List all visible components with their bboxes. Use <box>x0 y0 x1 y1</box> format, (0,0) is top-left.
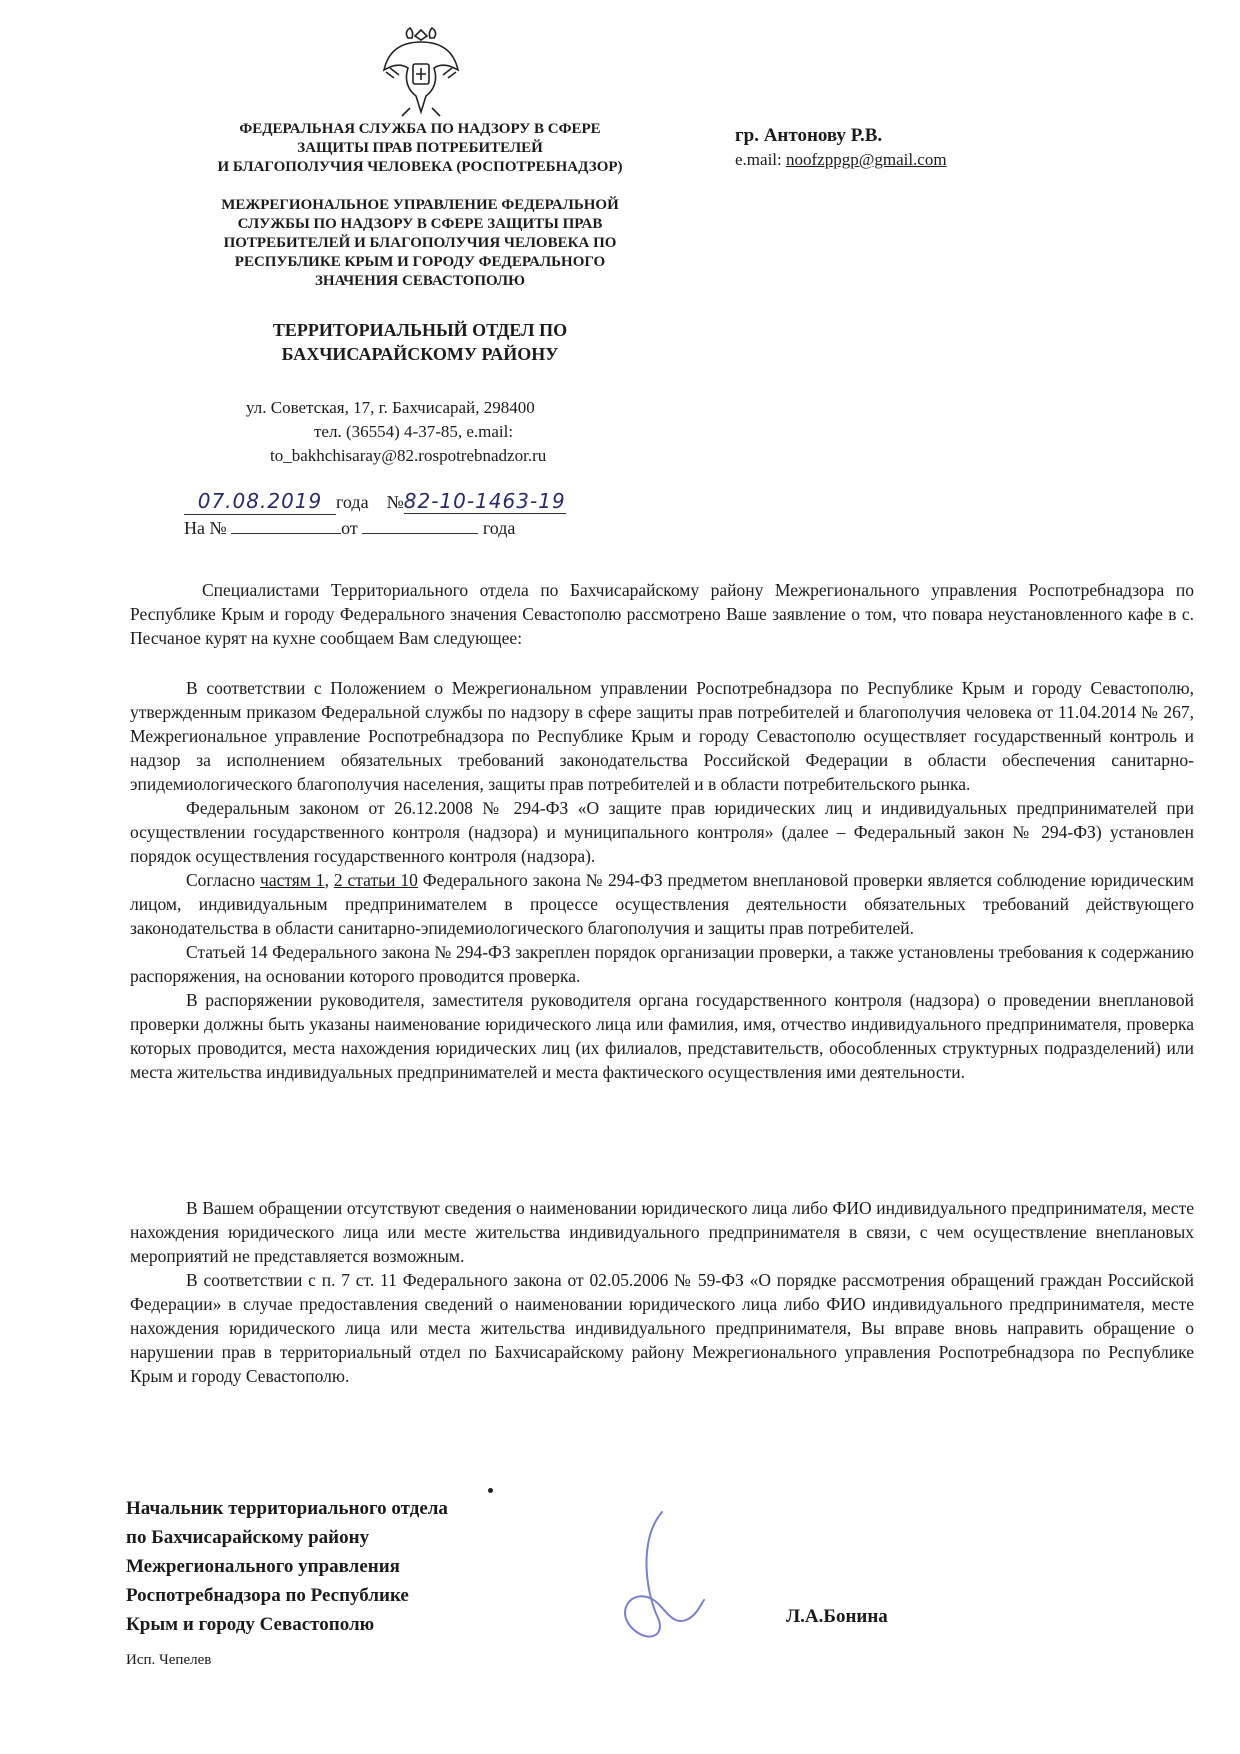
coat-of-arms-icon <box>380 24 462 120</box>
email-label: e.mail: <box>735 150 786 169</box>
agency-name-line: ФЕДЕРАЛЬНАЯ СЛУЖБА ПО НАДЗОРУ В СФЕРЕ <box>239 121 601 137</box>
agency-name <box>180 120 660 177</box>
body-paragraph-2: Федеральным законом от 26.12.2008 № 294-ФЗ «О защите прав юридических лиц и индивидуальных предпринимателей при осуществлении государственного контроля (надзора) и муниципального контроля» (далее – Федеральный закон № 294-ФЗ) установлен порядок осуществления государственного контроля (надзора). <box>130 798 1194 866</box>
recipient-email-line <box>735 148 947 172</box>
department-name-line: БАХЧИСАРАЙСКОМУ РАЙОНУ <box>281 344 559 364</box>
reference-date-blank <box>362 515 478 534</box>
signer-name: Л.А.Бонина <box>786 1606 888 1627</box>
handwritten-signature <box>600 1508 710 1648</box>
reference-label: На № <box>184 518 227 538</box>
recipient-block <box>735 124 947 172</box>
body-paragraph-6: В Вашем обращении отсутствуют сведения о наименовании юридического лица либо ФИО индивидуального предпринимателя, месте нахождения юридического лица или месте жительства индивидуального предпринимателя в связи, с чем осуществление внеплановых мероприятий не представляется возможным. <box>130 1198 1194 1266</box>
law-reference-link[interactable]: частям 1 <box>260 870 325 890</box>
regional-office-name <box>180 196 660 291</box>
executor-name: Исп. Чепелев <box>126 1652 212 1668</box>
body-paragraph-4: Статьей 14 Федерального закона № 294-ФЗ закреплен порядок организации проверки, а также установлены требования к содержанию распоряжения, на основании которого проводится проверка. <box>130 942 1194 986</box>
number-prefix: № <box>386 492 404 512</box>
regional-office-line: РЕСПУБЛИКЕ КРЫМ И ГОРОДУ ФЕДЕРАЛЬНОГО <box>234 254 606 270</box>
letter-body-conclusion <box>130 1196 1194 1388</box>
registration-block <box>184 488 744 541</box>
agency-name-line: ЗАЩИТЫ ПРАВ ПОТРЕБИТЕЛЕЙ <box>297 140 543 156</box>
letter-date: 07.08.2019 <box>184 488 336 515</box>
position-line: Начальник территориального отдела <box>126 1498 448 1519</box>
reference-line <box>184 515 744 541</box>
letter-number: 82-10-1463-19 <box>403 489 566 513</box>
department-name-line: ТЕРРИТОРИАЛЬНЫЙ ОТДЕЛ ПО <box>272 320 568 340</box>
regional-office-line: СЛУЖБЫ ПО НАДЗОРУ В СФЕРЕ ЗАЩИТЫ ПРАВ <box>237 216 603 232</box>
reference-from-label: от <box>341 518 358 538</box>
recipient-name: гр. Антонову Р.В. <box>735 125 883 146</box>
address-line: тел. (36554) 4-37-85, e.mail: <box>314 422 514 441</box>
letter-body-intro <box>130 578 1194 650</box>
year-word: года <box>336 492 369 512</box>
paragraph-text: Согласно <box>186 870 261 890</box>
body-paragraph-5: В распоряжении руководителя, заместителя руководителя органа государственного контроля (надзора) о проведении внеплановой проверки должны быть указаны наименование юридического лица или фамилия, имя, отчество индивидуального предпринимателя, проверка которых проводится, места нахождения юридических лиц (их филиалов, представительств, обособленных структурных подразделений) или места жительства индивидуальных предпринимателей и места фактического осуществления ими деятельности. <box>130 990 1194 1082</box>
law-reference-link[interactable]: 2 статьи 10 <box>333 870 418 890</box>
regional-office-line: ПОТРЕБИТЕЛЕЙ И БЛАГОПОЛУЧИЯ ЧЕЛОВЕКА ПО <box>223 235 617 251</box>
paragraph-text: , <box>324 870 334 890</box>
body-paragraph-7: В соответствии с п. 7 ст. 11 Федерального закона от 02.05.2006 № 59-ФЗ «О порядке рассмотрения обращений граждан Российской Федерации» в случае предоставления сведений о наименовании юридического лица либо ФИО индивидуального предпринимателя, месте нахождения юридического лица или места жительства индивидуального предпринимателя, Вы вправе вновь направить обращение о нарушении прав в территориальный отдел по Бахчисарайскому району Межрегионального управления Роспотребнадзора по Республике Крым и городу Севастополю. <box>130 1270 1194 1386</box>
address-line: to_bakhchisaray@82.rospotrebnadzor.ru <box>270 446 547 465</box>
agency-name-line: И БЛАГОПОЛУЧИЯ ЧЕЛОВЕКА (РОСПОТРЕБНАДЗОР) <box>217 159 623 175</box>
position-line: по Бахчисарайскому району <box>126 1527 370 1548</box>
paragraph-text: Федерального закона № 294-ФЗ предметом внеплановой проверки является соблюдение юридическим лицом, индивидуальным предпринимателем в процессе осуществления деятельности обязательных требований действующего законодательства в области санитарно-эпидемиологического благополучия и защиты прав потребителей. <box>130 870 1194 938</box>
regional-office-line: МЕЖРЕГИОНАЛЬНОЕ УПРАВЛЕНИЕ ФЕДЕРАЛЬНОЙ <box>221 197 619 213</box>
address-line: ул. Советская, 17, г. Бахчисарай, 298400 <box>246 398 535 417</box>
department-address <box>180 396 660 468</box>
signatory-position <box>126 1494 448 1639</box>
body-paragraph-intro: Специалистами Территориального отдела по Бахчисарайскому району Межрегионального управления Роспотребнадзора по Республике Крым и городу Федерального значения Севастополю рассмотрено Ваше заявление о том, что повара неустановленного кафе в с. Песчаное курят на кухне сообщаем Вам следующее: <box>130 580 1194 648</box>
body-paragraph-1: В соответствии с Положением о Межрегиональном управлении Роспотребнадзора по Республике Крым и городу Севастополю, утвержденным приказом Федеральной службы по надзору в сфере защиты прав потребителей и благополучия человека от 11.04.2014 № 267, Межрегиональное управление Роспотребнадзора по Республике Крым и городу Севастополю осуществляет государственный контроль и надзор за исполнением обязательных требований законодательства Российской Федерации в области обеспечения санитарно-эпидемиологического благополучия населения, защиты прав потребителей и в области потребительского рынка. <box>130 678 1194 794</box>
position-line: Межрегионального управления <box>126 1556 400 1577</box>
ink-dot <box>488 1488 493 1493</box>
body-paragraph-3 <box>130 868 1194 940</box>
department-name <box>180 318 660 366</box>
letter-body-main <box>130 676 1194 1084</box>
reference-year-word: года <box>482 518 516 538</box>
position-line: Крым и городу Севастополю <box>126 1614 375 1635</box>
regional-office-line: ЗНАЧЕНИЯ СЕВАСТОПОЛЮ <box>314 273 525 289</box>
reference-number-blank <box>231 515 341 534</box>
registration-line <box>184 488 744 515</box>
position-line: Роспотребнадзора по Республике <box>126 1585 409 1606</box>
recipient-email[interactable]: noofzppgp@gmail.com <box>785 150 947 169</box>
